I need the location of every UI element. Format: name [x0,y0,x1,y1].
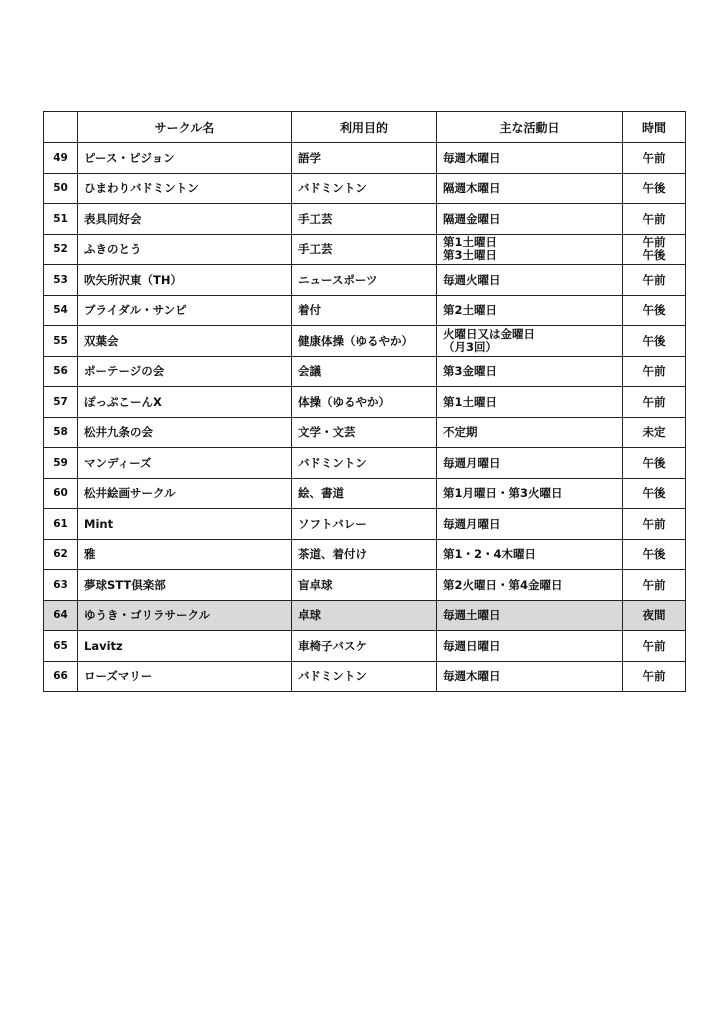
table-row [44,631,686,662]
circle-name: ひまわりバドミントン [78,173,292,204]
activity-day-line: 第3金曜日 [443,364,498,379]
activity-day-line: 第1月曜日・第3火曜日 [443,486,563,501]
row-number: 63 [44,570,78,601]
activity-day-line: 毎週木曜日 [443,150,501,165]
circle-name: 松井絵画サークル [78,478,292,509]
activity-day-line: 隔週木曜日 [443,181,501,196]
activity-time-line: 午後 [642,181,666,196]
circle-purpose: 手工芸 [292,234,437,265]
circle-purpose: 健康体操（ゆるやか） [292,326,437,357]
table-row [44,173,686,204]
activity-days [437,204,623,235]
activity-day-line: 隔週金曜日 [443,211,501,226]
table-row [44,570,686,601]
activity-time-line: 午後 [642,547,666,562]
activity-time-line: 午後 [642,486,666,501]
circle-purpose: 文学・文芸 [292,417,437,448]
circle-purpose: ニュースポーツ [292,265,437,296]
activity-time [623,600,686,631]
header-circle-name: サークル名 [78,112,292,143]
activity-time [623,478,686,509]
activity-time [623,356,686,387]
activity-time-line: 午前 [642,669,666,684]
activity-time [623,509,686,540]
table-row [44,295,686,326]
row-number: 62 [44,539,78,570]
activity-time [623,204,686,235]
activity-days [437,326,623,357]
circle-purpose: 語学 [292,143,437,174]
row-number: 52 [44,234,78,265]
circle-name: 表具同好会 [78,204,292,235]
activity-days [437,661,623,692]
activity-day-line: （月3回） [443,339,498,354]
row-number: 55 [44,326,78,357]
activity-time-line: 午前 [642,394,666,409]
activity-days [437,539,623,570]
activity-time-line: 午前 [642,516,666,531]
circle-name: Mint [78,509,292,540]
row-number: 61 [44,509,78,540]
header-time: 時間 [623,112,686,143]
row-number: 66 [44,661,78,692]
table-body [44,143,686,692]
header-number [44,112,78,143]
row-number: 64 [44,600,78,631]
activity-day-line: 毎週月曜日 [443,455,501,470]
activity-time-line: 午後 [642,248,666,263]
table-row [44,417,686,448]
activity-days [437,448,623,479]
activity-days [437,234,623,265]
activity-time [623,295,686,326]
activity-day-line: 第3土曜日 [443,248,498,263]
circle-name: ブライダル・サンピ [78,295,292,326]
row-number: 49 [44,143,78,174]
row-number: 65 [44,631,78,662]
activity-time [623,661,686,692]
circle-purpose: 卓球 [292,600,437,631]
row-number: 59 [44,448,78,479]
circle-purpose: バドミントン [292,448,437,479]
activity-days [437,478,623,509]
activity-time [623,387,686,418]
activity-days [437,417,623,448]
circle-name: ローズマリー [78,661,292,692]
activity-time-line: 未定 [642,425,666,440]
activity-time [623,448,686,479]
circle-name: Lavitz [78,631,292,662]
activity-time-line: 午前 [642,235,666,250]
circle-purpose: 茶道、着付け [292,539,437,570]
circle-name: ぽっぷこーんX [78,387,292,418]
activity-time [623,234,686,265]
activity-days [437,143,623,174]
circle-purpose: 会議 [292,356,437,387]
header-purpose: 利用目的 [292,112,437,143]
activity-day-line: 毎週火曜日 [443,272,501,287]
table-row [44,478,686,509]
circle-name: 雅 [78,539,292,570]
activity-days [437,570,623,601]
circle-purpose: バドミントン [292,661,437,692]
table-row [44,234,686,265]
activity-day-line: 第2土曜日 [443,303,498,318]
activity-day-line: 第1土曜日 [443,235,498,250]
activity-time-line: 午前 [642,272,666,287]
table-header-row [44,112,686,143]
activity-day-line: 毎週日曜日 [443,638,501,653]
activity-days [437,173,623,204]
activity-day-line: 第1土曜日 [443,394,498,409]
table-row [44,661,686,692]
activity-days [437,295,623,326]
activity-days [437,631,623,662]
activity-time [623,265,686,296]
circle-name: 双葉会 [78,326,292,357]
activity-time-line: 午前 [642,638,666,653]
activity-time [623,539,686,570]
row-number: 56 [44,356,78,387]
activity-day-line: 毎週土曜日 [443,608,501,623]
circle-purpose: 絵、書道 [292,478,437,509]
circle-table [43,111,686,692]
row-number: 60 [44,478,78,509]
activity-days [437,265,623,296]
activity-time-line: 午前 [642,150,666,165]
circle-name: ゆうき・ゴリラサークル [78,600,292,631]
activity-days [437,600,623,631]
table-row [44,448,686,479]
activity-day-line: 不定期 [443,425,478,440]
activity-time [623,631,686,662]
row-number: 58 [44,417,78,448]
table-row [44,509,686,540]
circle-purpose: 車椅子バスケ [292,631,437,662]
circle-purpose: 盲卓球 [292,570,437,601]
circle-name: マンディーズ [78,448,292,479]
circle-name: 吹矢所沢東（TH） [78,265,292,296]
activity-day-line: 毎週木曜日 [443,669,501,684]
circle-purpose: 着付 [292,295,437,326]
activity-days [437,356,623,387]
activity-time [623,417,686,448]
circle-name: ピース・ピジョン [78,143,292,174]
activity-time-line: 午前 [642,577,666,592]
row-number: 57 [44,387,78,418]
activity-days [437,387,623,418]
activity-day-line: 火曜日又は金曜日 [443,326,535,341]
circle-name: ポーテージの会 [78,356,292,387]
circle-name: ふきのとう [78,234,292,265]
row-number: 51 [44,204,78,235]
row-number: 54 [44,295,78,326]
circle-purpose: 手工芸 [292,204,437,235]
circle-name: 松井九条の会 [78,417,292,448]
header-activity-days: 主な活動日 [437,112,623,143]
table-row [44,600,686,631]
table-row [44,143,686,174]
row-number: 53 [44,265,78,296]
activity-time-line: 午後 [642,455,666,470]
table-row [44,265,686,296]
activity-time-line: 午後 [642,333,666,348]
activity-day-line: 毎週月曜日 [443,516,501,531]
circle-purpose: ソフトバレー [292,509,437,540]
table-row [44,387,686,418]
activity-time-line: 午後 [642,303,666,318]
circle-purpose: 体操（ゆるやか） [292,387,437,418]
activity-time [623,143,686,174]
circle-purpose: バドミントン [292,173,437,204]
activity-days [437,509,623,540]
activity-day-line: 第2火曜日・第4金曜日 [443,577,563,592]
row-number: 50 [44,173,78,204]
activity-time [623,326,686,357]
circle-name: 夢球STT倶楽部 [78,570,292,601]
activity-time-line: 午前 [642,211,666,226]
activity-time-line: 午前 [642,364,666,379]
table-row [44,204,686,235]
activity-time [623,173,686,204]
table-row [44,326,686,357]
activity-day-line: 第1・2・4木曜日 [443,547,537,562]
activity-time [623,570,686,601]
table-row [44,539,686,570]
activity-time-line: 夜間 [642,608,666,623]
table-row [44,356,686,387]
